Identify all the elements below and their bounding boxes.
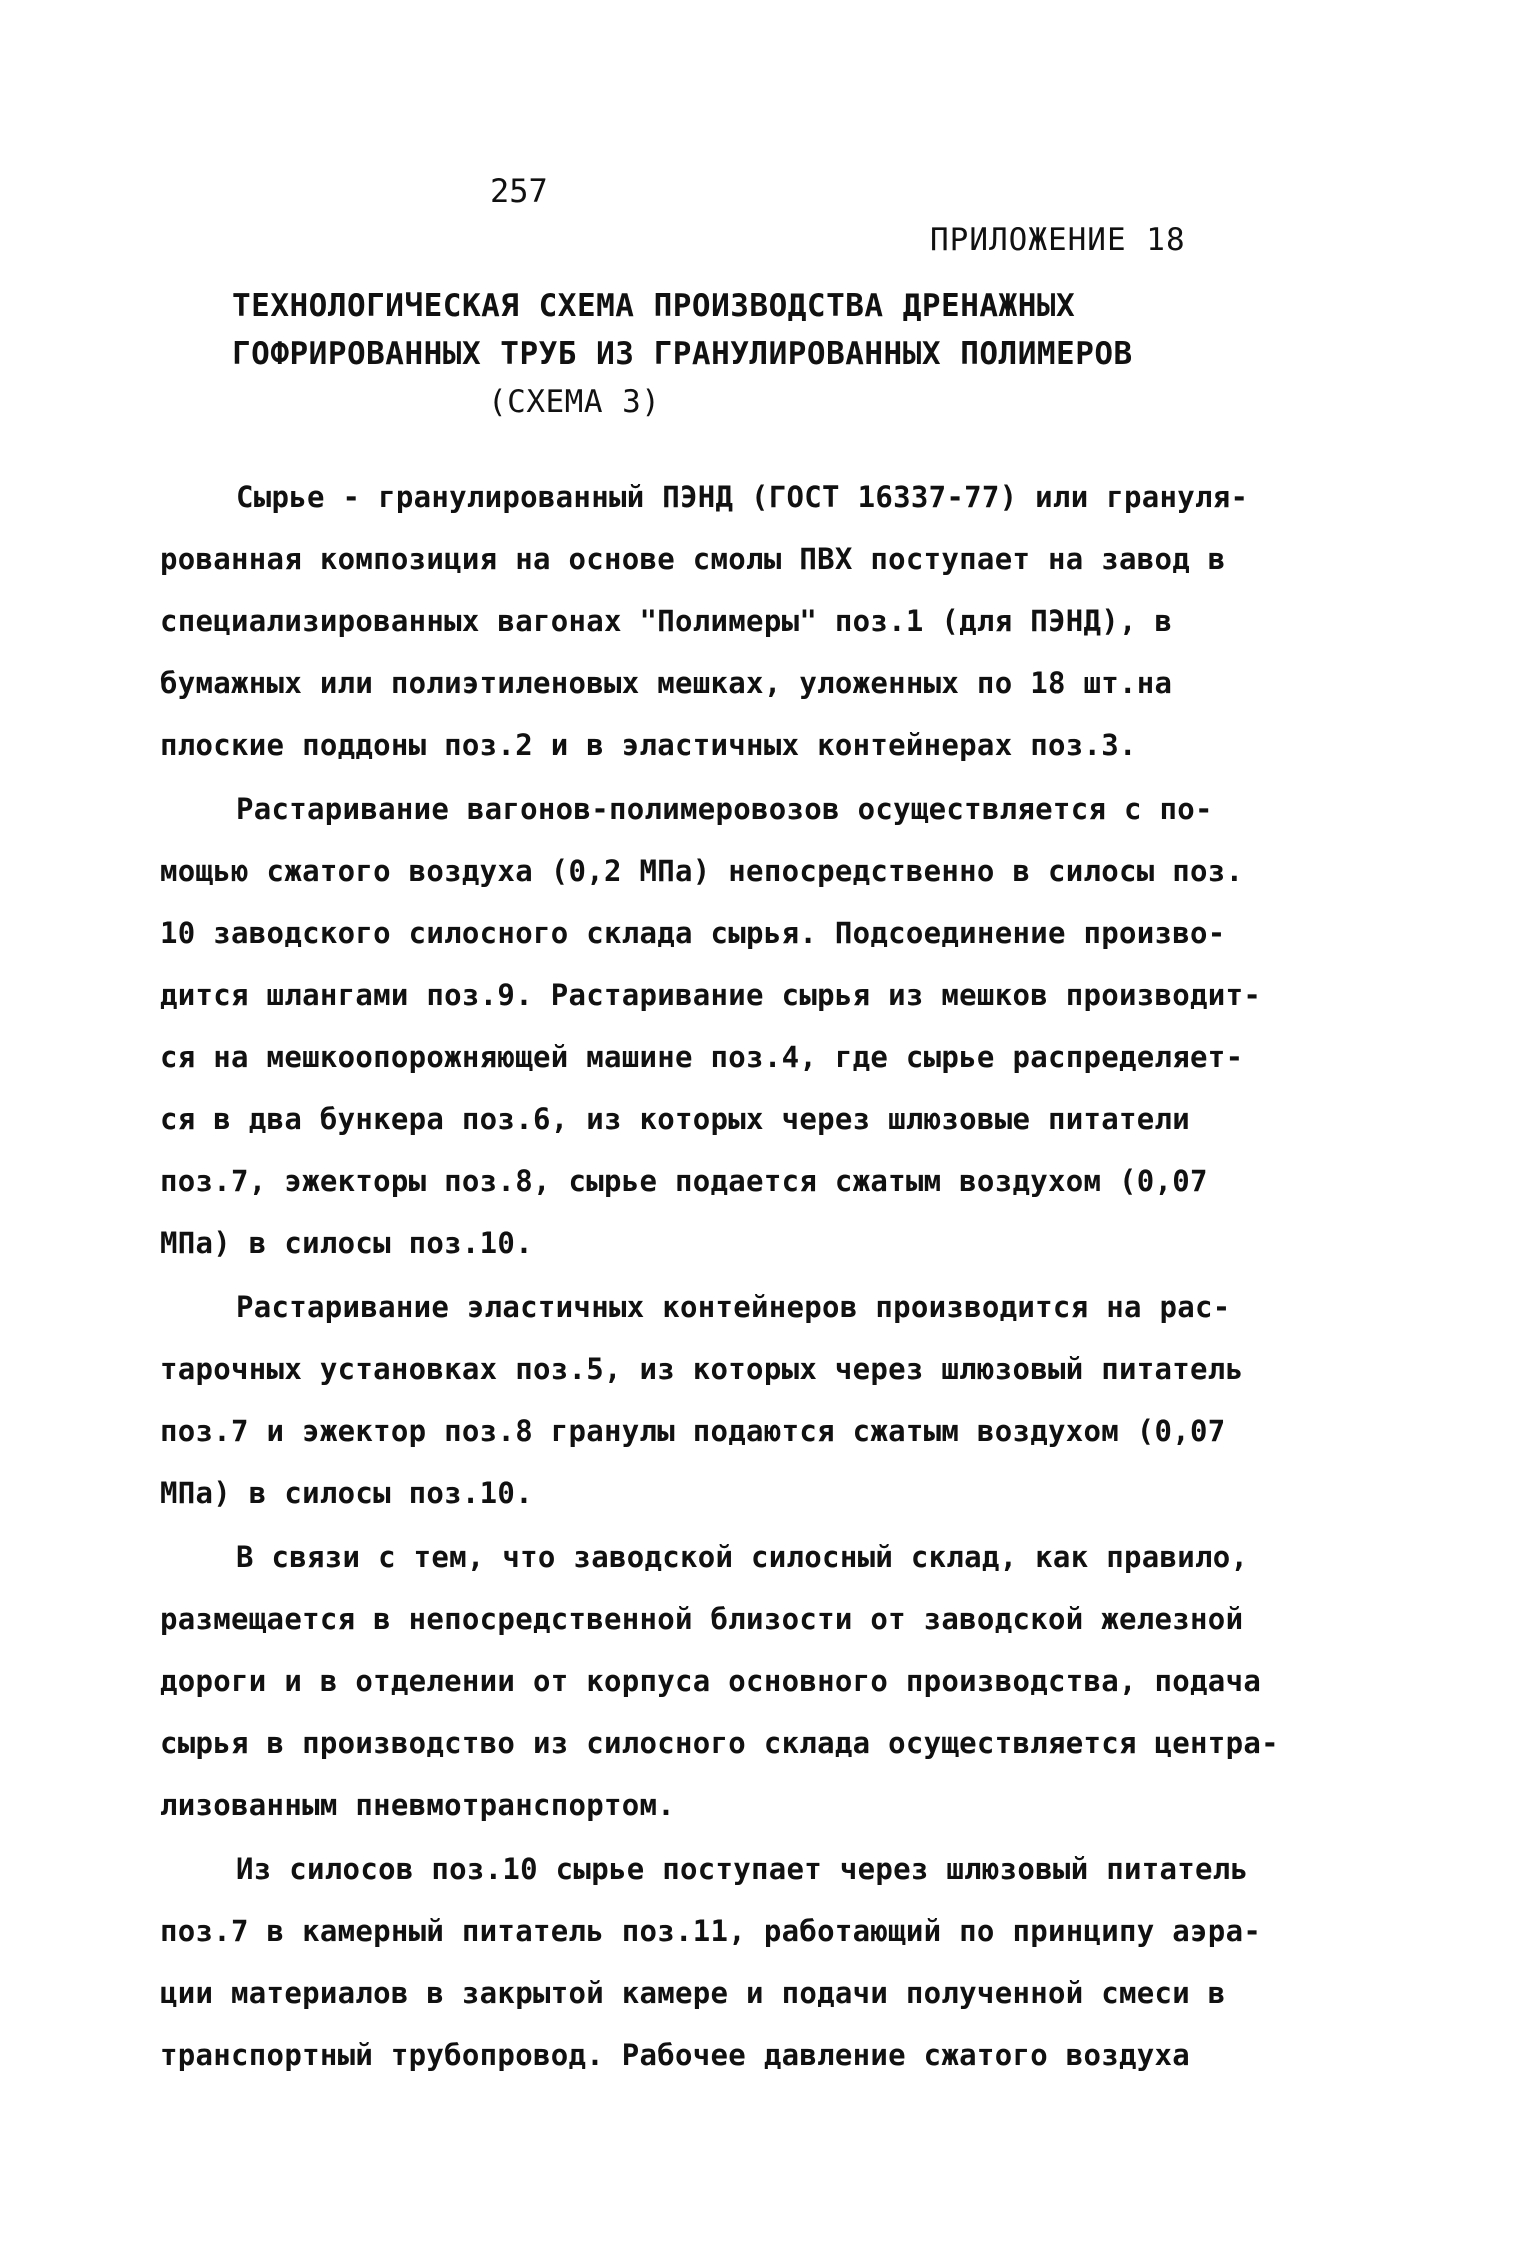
text-line: дороги и в отделении от корпуса основного производства, подача [160, 1664, 1262, 1698]
text-line: лизованным пневмотранспортом. [160, 1788, 676, 1822]
text-line: плоские поддоны поз.2 и в эластичных контейнерах поз.3. [160, 728, 1137, 762]
text-line: бумажных или полиэтиленовых мешках, уложенных по 18 шт.на [160, 666, 1173, 700]
page-number: 257 [490, 172, 548, 210]
text-line: В связи с тем, что заводской силосный склад, как правило, [236, 1540, 1249, 1574]
text-line: Из силосов поз.10 сырье поступает через шлюзовый питатель [236, 1852, 1249, 1886]
text-line: сырья в производство из силосного склада осуществляется центра- [160, 1726, 1279, 1760]
text-line: ся на мешкоопорожняющей машине поз.4, где сырье распределяет- [160, 1040, 1244, 1074]
text-line: МПа) в силосы поз.10. [160, 1226, 533, 1260]
title-line-1: ТЕХНОЛОГИЧЕСКАЯ СХЕМА ПРОИЗВОДСТВА ДРЕНАЖНЫХ [232, 288, 1076, 324]
text-line: поз.7 в камерный питатель поз.11, работающий по принципу аэра- [160, 1914, 1262, 1948]
title-line-2: ГОФРИРОВАННЫХ ТРУБ ИЗ ГРАНУЛИРОВАННЫХ ПОЛИМЕРОВ [232, 336, 1133, 372]
text-line: дится шлангами поз.9. Растаривание сырья из мешков производит- [160, 978, 1262, 1012]
text-line: специализированных вагонах "Полимеры" поз.1 (для ПЭНД), в [160, 604, 1173, 638]
text-line: тарочных установках поз.5, из которых через шлюзовый питатель [160, 1352, 1244, 1386]
text-line: поз.7 и эжектор поз.8 гранулы подаются сжатым воздухом (0,07 [160, 1414, 1226, 1448]
text-line: Растаривание вагонов-полимеровозов осуществляется с по- [236, 792, 1213, 826]
text-line: Растаривание эластичных контейнеров производится на рас- [236, 1290, 1231, 1324]
text-line: ся в два бункера поз.6, из которых через шлюзовые питатели [160, 1102, 1191, 1136]
appendix-label: ПРИЛОЖЕНИЕ 18 [930, 222, 1186, 258]
text-line: транспортный трубопровод. Рабочее давление сжатого воздуха [160, 2038, 1191, 2072]
text-line: 10 заводского силосного склада сырья. Подсоединение произво- [160, 916, 1226, 950]
text-line: размещается в непосредственной близости от заводской железной [160, 1602, 1244, 1636]
text-line: поз.7, эжекторы поз.8, сырье подается сжатым воздухом (0,07 [160, 1164, 1208, 1198]
text-line: МПа) в силосы поз.10. [160, 1476, 533, 1510]
title-line-3: (СХЕМА 3) [488, 384, 661, 420]
text-line: ции материалов в закрытой камере и подачи полученной смеси в [160, 1976, 1226, 2010]
text-line: Сырье - гранулированный ПЭНД (ГОСТ 16337-77) или грануля- [236, 480, 1249, 514]
text-line: мощью сжатого воздуха (0,2 МПа) непосредственно в силосы поз. [160, 854, 1244, 888]
text-line: рованная композиция на основе смолы ПВХ поступает на завод в [160, 542, 1226, 576]
